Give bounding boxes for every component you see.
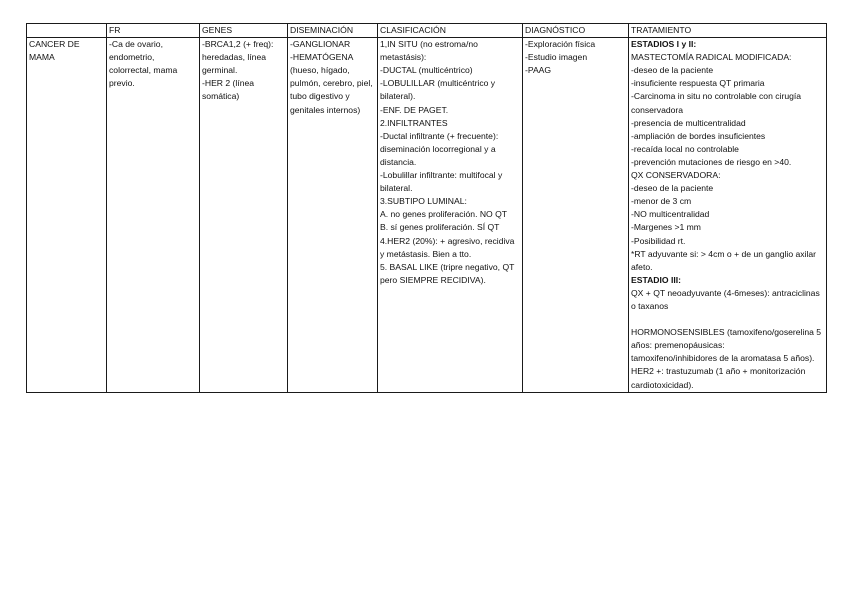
- diagnostico-line: -Estudio imagen: [525, 52, 588, 63]
- header-cell-fr: FR: [107, 24, 200, 38]
- tratamiento-line: -deseo de la paciente: [631, 183, 714, 194]
- tratamiento-line: -insuficiente respuesta QT primaria: [631, 78, 765, 89]
- diagnostico-line: -PAAG: [525, 65, 552, 76]
- table-row: [27, 38, 827, 393]
- clasificacion-line: B. sí genes proliferación. SÍ QT: [380, 222, 500, 233]
- clasificacion-line: 2.INFILTRANTES: [380, 117, 448, 128]
- tratamiento-line: -deseo de la paciente: [631, 65, 714, 76]
- clasificacion-line: -DUCTAL (multicéntrico): [380, 65, 473, 76]
- header-cell-tratamiento: TRATAMIENTO: [629, 24, 827, 38]
- tratamiento-line: QX CONSERVADORA:: [631, 170, 721, 181]
- tratamiento-line: -presencia de multicentralidad: [631, 117, 746, 128]
- tratamiento-line: -menor de 3 cm: [631, 196, 692, 207]
- clasificacion-line: A. no genes proliferación. NO QT: [380, 209, 508, 220]
- clasificacion-line: -ENF. DE PAGET.: [380, 104, 449, 115]
- tratamiento-line: ESTADIO III:: [631, 274, 681, 285]
- tratamiento-line: -Margenes >1 mm: [631, 222, 701, 233]
- clasificacion-line: 5. BASAL LIKE (tripre negativo, QT pero SIEMPRE RECIDIVA).: [380, 261, 517, 285]
- genes-cell: [200, 38, 288, 393]
- tratamiento-line: -Carcinoma in situ no controlable con cirugía conservadora: [631, 91, 804, 115]
- header-row: [27, 24, 827, 38]
- fr-cell: -Ca de ovario, endometrio, colorrectal, mama previo.: [107, 38, 200, 393]
- tratamiento-line: *RT adyuvante si: > 4cm o + de un ganglio axilar afeto.: [631, 248, 819, 272]
- tratamiento-line: -ampliación de bordes insuficientes: [631, 130, 766, 141]
- clasificacion-line: 3.SUBTIPO LUMINAL:: [380, 196, 467, 207]
- tratamiento-line: tamoxifeno/inhibidores de la aromatasa 5 años).: [631, 353, 815, 364]
- header-cell-clasificacion: CLASIFICACIÓN: [378, 24, 523, 38]
- disease-name-cell: CANCER DE MAMA: [27, 38, 107, 393]
- clasificacion-line: 1,IN SITU (no estroma/no metastásis):: [380, 39, 481, 63]
- tratamiento-cell: [629, 38, 827, 393]
- genes-text: -BRCA1,2 (+ freq): heredadas, línea germinal. -HER 2 (línea somática): [202, 39, 274, 102]
- tratamiento-line: ESTADIOS I y II:: [631, 39, 697, 50]
- tratamiento-line: -NO multicentralidad: [631, 209, 710, 220]
- tratamiento-line: HORMONOSENSIBLES (tamoxifeno/goserelina 5 años: premenopáusicas:: [631, 327, 824, 351]
- tratamiento-line: HER2 +: trastuzumab (1 año + monitorización cardiotoxicidad).: [631, 366, 808, 390]
- tratamiento-line: -Posibilidad rt.: [631, 235, 686, 246]
- breast-cancer-table: [26, 23, 827, 393]
- diseminacion-text: -GANGLIONAR -HEMATÓGENA (hueso, hígado, pulmón, cerebro, piel, tubo digestivo y genitales internos): [290, 39, 373, 115]
- header-cell-empty: [27, 24, 107, 38]
- tratamiento-line: -recaída local no controlable: [631, 143, 739, 154]
- diagnostico-line: -Exploración física: [525, 39, 596, 50]
- blank-line: [631, 313, 824, 326]
- header-cell-diseminacion: DISEMINACIÓN: [288, 24, 378, 38]
- diagnostico-cell: [523, 38, 629, 393]
- diseminacion-cell: [288, 38, 378, 393]
- tratamiento-line: -prevención mutaciones de riesgo en >40.: [631, 156, 792, 167]
- header-cell-diagnostico: DIAGNÓSTICO: [523, 24, 629, 38]
- header-cell-genes: GENES: [200, 24, 288, 38]
- clasificacion-cell: [378, 38, 523, 393]
- clasificacion-line: 4.HER2 (20%): + agresivo, recidiva y metástasis. Bien a tto.: [380, 235, 517, 259]
- clasificacion-line: -Ductal infiltrante (+ frecuente): diseminación locorregional y a distancia.: [380, 130, 501, 167]
- clasificacion-line: -Lobulillar infiltrante: multifocal y bilateral.: [380, 170, 505, 194]
- tratamiento-line: MASTECTOMÍA RADICAL MODIFICADA:: [631, 52, 792, 63]
- tratamiento-line: QX + QT neoadyuvante (4-6meses): antraciclinas o taxanos: [631, 287, 823, 311]
- clasificacion-line: -LOBULILLAR (multicéntrico y bilateral).: [380, 78, 498, 102]
